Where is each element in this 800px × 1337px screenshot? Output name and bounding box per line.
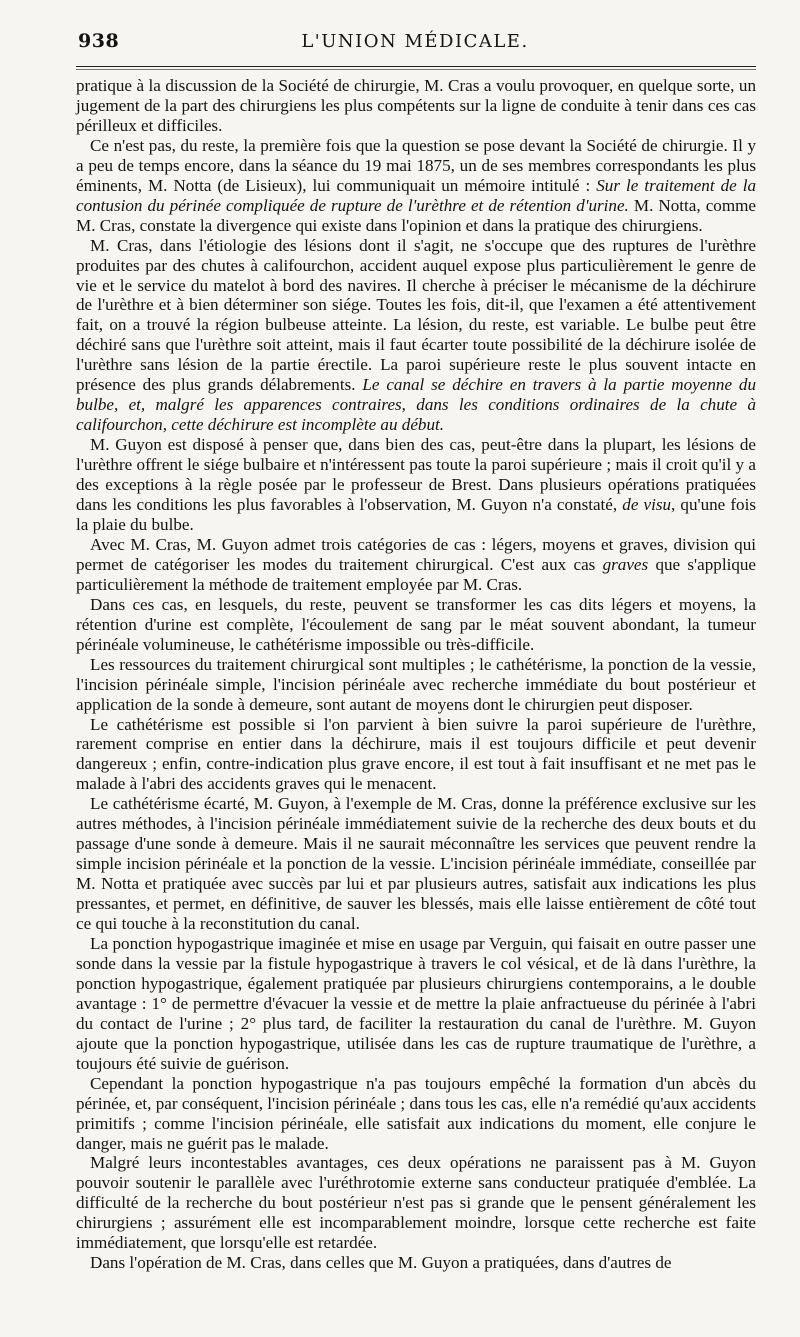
paragraph bbox=[76, 236, 756, 436]
italic-passage: Le canal se déchire en travers à la partie moyenne du bulbe, et, malgré les apparences contraires, dans les conditions ordinaires de la chute à califourchon, cette déchirure est incomplète au début. bbox=[76, 375, 756, 435]
memoir-title: Sur le traitement de la contusion du périnée compliquée de rupture de l'urèthre et de rétention d'urine. bbox=[76, 175, 756, 215]
paragraph-text: Le cathétérisme écarté, M. Guyon, à l'exemple de M. Cras, donne la préférence exclusive sur les autres méthodes, à l'incision périnéale immédiatement suivie de la recherche des deux bouts et du passage d'une sonde à demeure. Mais il ne saurait méconnaître les services que peuvent rendre la simple incision périnéale et la ponction de la vessie. L'incision périnéale immédiate, conseillée par M. Notta et pratiquée avec succès par lui et par plusieurs autres, satisfait aux indications les plus pressantes, et permet, en définitive, de sauver les blessés, mais elle laisse entièrement de côté tout ce qui touche à la reconstitution du canal. bbox=[76, 794, 756, 934]
paragraph bbox=[76, 535, 756, 595]
paragraph-text: Dans ces cas, en lesquels, du reste, peuvent se transformer les cas dits légers et moyens, la rétention d'urine est complète, l'écoulement de sang par le méat souvent abondant, la tumeur périnéale volumineuse, le cathétérisme impossible ou très-difficile. bbox=[76, 594, 756, 654]
paragraph bbox=[76, 1153, 756, 1253]
italic-term: graves bbox=[602, 554, 649, 574]
paragraph-text: Dans l'opération de M. Cras, dans celles que M. Guyon a pratiquées, dans d'autres de bbox=[90, 1253, 672, 1273]
paragraph bbox=[76, 76, 756, 136]
paragraph bbox=[76, 1074, 756, 1154]
page-number: 938 bbox=[78, 30, 120, 52]
paragraph bbox=[76, 1253, 756, 1273]
paragraph bbox=[76, 794, 756, 934]
paragraph-text: Ce n'est pas, du reste, la première fois que la question se pose devant la Société de chirurgie. Il y a peu de temps encore, dans la séance du 19 mai 1875, un de ses membres correspondants les plus éminents, M. Notta (de Lisieux), lui communiquait un mémoire intitulé : bbox=[76, 135, 756, 195]
paragraph-text: Malgré leurs incontestables avantages, ces deux opérations ne paraissent pas à M. Guyon pouvoir soutenir le parallèle avec l'uréthrotomie externe sans conducteur pratiquée d'emblée. La difficulté de la recherche du bout postérieur n'est pas si grande que le pensent généralement les chirurgiens ; assurément elle est incomparablement moindre, lorsque cette recherche est faite immédiatement, que lorsqu'elle est retardée. bbox=[76, 1153, 756, 1253]
paragraph bbox=[76, 655, 756, 715]
paragraph-text: Le cathétérisme est possible si l'on parvient à bien suivre la paroi supérieure de l'urèthre, rarement comprise en entier dans la déchirure, mais il est toujours difficile et peut devenir dangereux ; enfin, contre-indication plus grave encore, il est tout à fait insuffisant et ne met pas le malade à l'abri des accidents graves qui le menacent. bbox=[76, 714, 756, 794]
paragraph-text: M. Guyon est disposé à penser que, dans bien des cas, peut-être dans la plupart, les lésions de l'urèthre offrent le siége bulbaire et n'intéressent pas toute la paroi supérieure ; mais il croit qu'il y a des exceptions à la règle posée par le professeur de Brest. Dans plusieurs opérations pratiquées dans les conditions les plus favorables à l'observation, M. Guyon n'a constaté, bbox=[76, 435, 756, 515]
italic-term: de visu bbox=[622, 495, 672, 515]
paragraph-text: , qu'une fois la plaie du bulbe. bbox=[76, 495, 756, 534]
paragraph-text: que s'applique particulièrement la méthode de traitement employée par M. Cras. bbox=[76, 554, 756, 594]
header-rule-thin bbox=[76, 69, 756, 70]
paragraph bbox=[76, 595, 756, 655]
page-header bbox=[78, 30, 752, 56]
header-rule bbox=[76, 66, 756, 67]
paragraph-text: pratique à la discussion de la Société de chirurgie, M. Cras a voulu provoquer, en quelque sorte, un jugement de la part des chirurgiens les plus compétents sur la ligne de conduite à tenir dans ces cas périlleux et difficiles. bbox=[76, 76, 756, 135]
paragraph bbox=[76, 934, 756, 1074]
journal-title: L'UNION MÉDICALE. bbox=[301, 31, 529, 52]
paragraph bbox=[76, 715, 756, 795]
paragraph bbox=[76, 136, 756, 236]
paragraph-text: Cependant la ponction hypogastrique n'a pas toujours empêché la formation d'un abcès du périnée, et, par conséquent, l'incision périnéale ; dans tous les cas, elle n'a remédié qu'aux accidents primitifs ; comme l'incision périnéale, elle satisfait aux indications du moment, elle conjure le danger, mais ne guérit pas le malade. bbox=[76, 1073, 756, 1153]
article-body bbox=[76, 76, 756, 1273]
paragraph-text: M. Cras, dans l'étiologie des lésions dont il s'agit, ne s'occupe que des ruptures de l'urèthre produites par des chutes à califourchon, accident auquel expose plus particulièrement le genre de vie et le service du matelot à bord des navires. Il cherche à préciser le mécanisme de la déchirure de l'urèthre et à bien déterminer son siége. Toutes les fois, dit-il, que l'examen a été attentivement fait, on a trouvé la région bulbeuse atteinte. La lésion, du reste, est variable. Le bulbe peut être déchiré sans que l'urèthre soit atteint, mais il faut écarter toute possibilité de la déchirure isolée de l'urèthre sans lésion de la partie érectile. La paroi supérieure reste le plus souvent intacte en présence des plus grands délabrements. bbox=[76, 235, 756, 395]
paragraph-text: Avec M. Cras, M. Guyon admet trois catégories de cas : légers, moyens et graves, division qui permet de catégoriser les modes du traitement chirurgical. C'est aux cas bbox=[76, 534, 756, 574]
paragraph bbox=[76, 435, 756, 535]
paragraph-text: Les ressources du traitement chirurgical sont multiples ; le cathétérisme, la ponction de la vessie, l'incision périnéale simple, l'incision périnéale avec recherche immédiate du bout postérieur et application de la sonde à demeure, sont autant de moyens dont le chirurgien peut disposer. bbox=[76, 654, 756, 714]
paragraph-text: La ponction hypogastrique imaginée et mise en usage par Verguin, qui faisait en outre passer une sonde dans la vessie par la fistule hypogastrique à travers le col vésical, et de là dans l'urèthre, la ponction hypogastrique, également pratiquée par plusieurs chirurgiens contemporains, a le double avantage : 1° de permettre d'évacuer la vessie et de mettre la plaie anfractueuse du périnée à l'abri du contact de l'urine ; 2° plus tard, de faciliter la restauration du canal de l'urèthre. M. Guyon ajoute que la ponction hypogastrique, utilisée dans les cas de rupture traumatique de l'urèthre, a toujours été suivie de guérison. bbox=[76, 933, 756, 1073]
paragraph-text: M. Notta, comme M. Cras, constate la divergence qui existe dans l'opinion et dans la pratique des chirurgiens. bbox=[76, 195, 757, 235]
